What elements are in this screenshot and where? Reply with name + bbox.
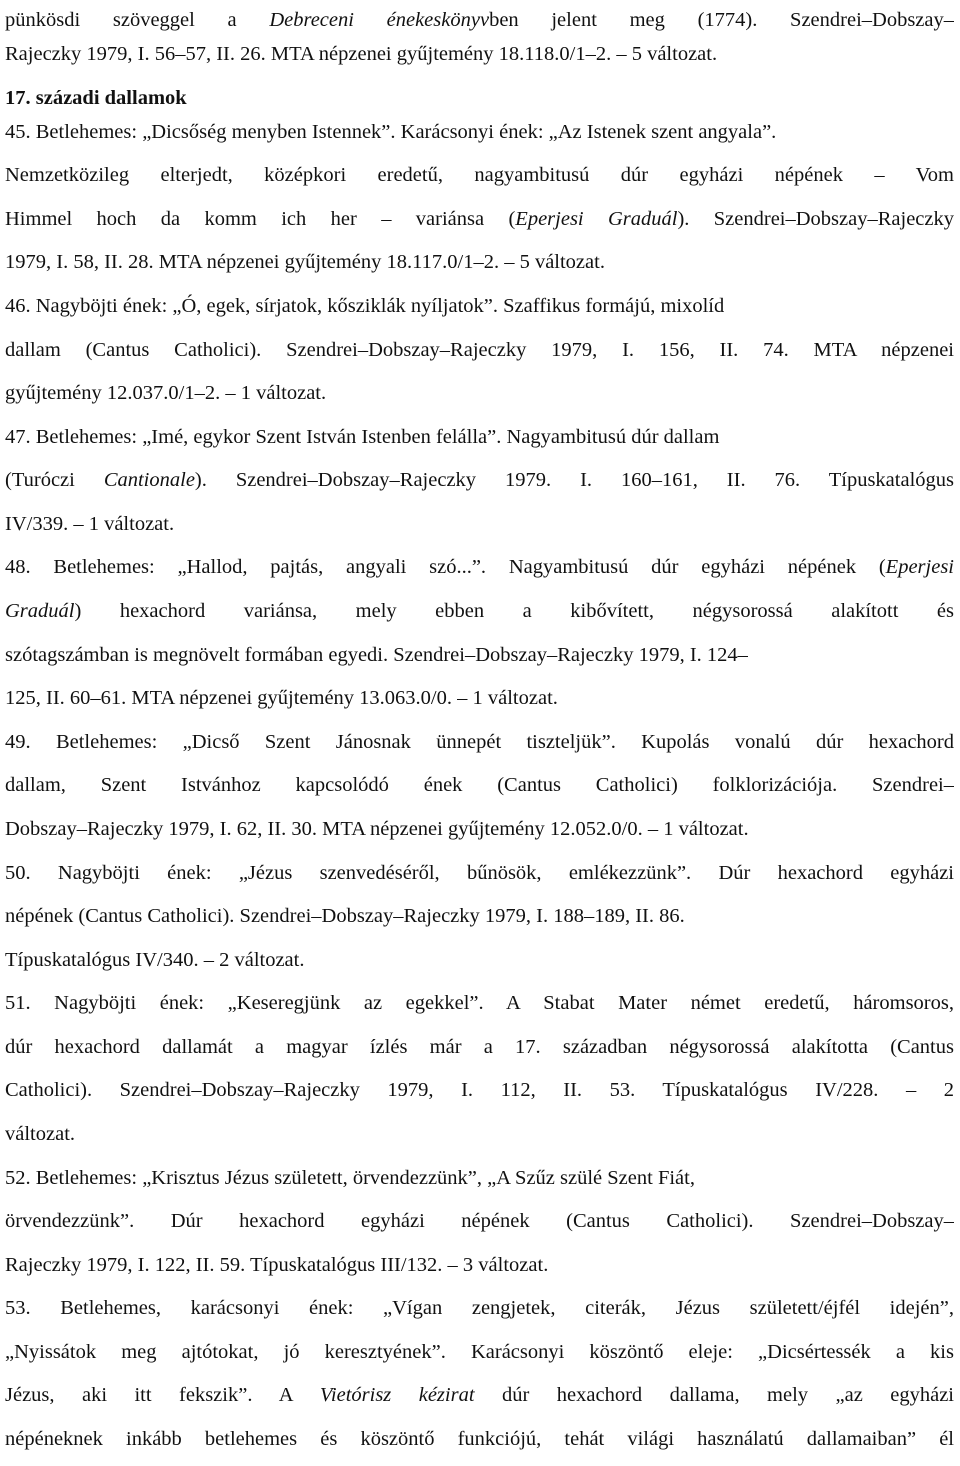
text-segment: 48. Betlehemes: „Hallod, pajtás, angyali szó...”. Nagyambitusú dúr egyházi népének ( xyxy=(5,556,886,578)
italic-segment: Vietórisz kézirat xyxy=(319,1384,475,1406)
text-segment: örvendezzünk”. Dúr hexachord egyházi népének (Cantus Catholici). Szendrei–Dobszay– xyxy=(5,1210,954,1232)
text-line xyxy=(5,904,954,928)
text-segment: 47. Betlehemes: „Imé, egykor Szent István Istenben felálla”. Nagyambitusú dúr dallam xyxy=(5,426,720,448)
text-line xyxy=(5,250,954,274)
text-segment: Nemzetközileg elterjedt, középkori eredetű, nagyambitusú dúr egyházi népének – Vom xyxy=(5,164,954,186)
italic-segment: Debreceni énekeskönyv xyxy=(269,9,490,31)
text-segment: ben jelent meg (1774). Szendrei–Dobszay– xyxy=(489,9,954,31)
text-segment: 52. Betlehemes: „Krisztus Jézus született, örvendezzünk”, „A Szűz szülé Szent Fiát, xyxy=(5,1167,695,1189)
text-segment: változat. xyxy=(5,1123,76,1145)
text-segment: Típuskatalógus IV/340. – 2 változat. xyxy=(5,949,305,971)
italic-segment: Graduál xyxy=(5,600,75,622)
text-segment: Jézus, aki itt fekszik”. A xyxy=(5,1384,320,1406)
text-line xyxy=(5,338,954,362)
text-segment: dallam, Szent Istvánhoz kapcsolódó ének (Cantus Catholici) folklorizációja. Szendrei– xyxy=(5,774,954,796)
text-segment: Rajeczky 1979, I. 122, II. 59. Típuskatalógus III/132. – 3 változat. xyxy=(5,1254,549,1276)
text-segment: 45. Betlehemes: „Dicsőség menyben Istennek”. Karácsonyi ének: „Az Istenek szent angyala”. xyxy=(5,121,777,143)
text-line xyxy=(5,120,954,144)
text-segment: Rajeczky 1979, I. 56–57, II. 26. MTA népzenei gyűjtemény 18.118.0/1–2. – 5 változat. xyxy=(5,43,718,65)
text-segment: dúr hexachord dallamát a magyar ízlés már a 17. században négysorossá alakította (Cantus xyxy=(5,1036,954,1058)
text-segment: Dobszay–Rajeczky 1979, I. 62, II. 30. MTA népzenei gyűjtemény 12.052.0/0. – 1 változat. xyxy=(5,818,749,840)
text-line xyxy=(5,1166,954,1190)
text-line xyxy=(5,817,954,841)
text-segment: 51. Nagyböjti ének: „Keseregjünk az egekkel”. A Stabat Mater német eredetű, háromsoros, xyxy=(5,992,954,1014)
text-segment: Himmel hoch da komm ich her – variánsa ( xyxy=(5,208,516,230)
text-line xyxy=(5,686,954,710)
text-line xyxy=(5,1035,954,1059)
text-segment: 125, II. 60–61. MTA népzenei gyűjtemény 13.063.0/0. – 1 változat. xyxy=(5,687,558,709)
text-line xyxy=(5,555,954,579)
text-segment: ). Szendrei–Dobszay–Rajeczky 1979. I. 160–161, II. 76. Típuskatalógus xyxy=(194,469,954,491)
text-line xyxy=(5,1209,954,1233)
text-line xyxy=(5,1383,954,1407)
text-segment: 46. Nagyböjti ének: „Ó, egek, sírjatok, kősziklák nyíljatok”. Szaffikus formájú, mixolíd xyxy=(5,295,725,317)
text-segment: IV/339. – 1 változat. xyxy=(5,513,175,535)
text-segment: ) hexachord variánsa, mely ebben a kibővített, négysorossá alakított és xyxy=(74,600,954,622)
text-segment: 53. Betlehemes, karácsonyi ének: „Vígan zengjetek, citerák, Jézus született/éjfél idején”, xyxy=(5,1297,954,1319)
text-segment: „Nyissátok meg ajtótokat, jó keresztyének”. Karácsonyi köszöntő eleje: „Dicsértessék a kis xyxy=(5,1341,954,1363)
text-line xyxy=(5,1296,954,1320)
text-line xyxy=(5,42,954,66)
text-line xyxy=(5,163,954,187)
text-line xyxy=(5,1078,954,1102)
italic-segment: Eperjesi Graduál xyxy=(515,208,678,230)
text-line xyxy=(5,1427,954,1451)
text-line xyxy=(5,730,954,754)
text-line xyxy=(5,8,954,32)
text-segment: 49. Betlehemes: „Dicső Szent Jánosnak ünnepét tiszteljük”. Kupolás vonalú dúr hexachord xyxy=(5,731,954,753)
text-segment: Catholici). Szendrei–Dobszay–Rajeczky 1979, I. 112, II. 53. Típuskatalógus IV/228. – 2 xyxy=(5,1079,954,1101)
text-segment: népének (Cantus Catholici). Szendrei–Dobszay–Rajeczky 1979, I. 188–189, II. 86. xyxy=(5,905,685,927)
text-line xyxy=(5,468,954,492)
text-line xyxy=(5,381,954,405)
text-segment: pünkösdi szöveggel a xyxy=(5,9,270,31)
text-line xyxy=(5,425,954,449)
text-segment: (Turóczi xyxy=(5,469,104,491)
text-segment: gyűjtemény 12.037.0/1–2. – 1 változat. xyxy=(5,382,327,404)
text-line xyxy=(5,512,954,536)
text-segment: dallam (Cantus Catholici). Szendrei–Dobszay–Rajeczky 1979, I. 156, II. 74. MTA népzenei xyxy=(5,339,954,361)
text-line xyxy=(5,294,954,318)
italic-segment: Eperjesi xyxy=(885,556,954,578)
bold-segment: 17. századi dallamok xyxy=(5,87,187,109)
text-line xyxy=(5,861,954,885)
text-line xyxy=(5,948,954,972)
text-line xyxy=(5,1253,954,1277)
italic-segment: Cantionale xyxy=(103,469,195,491)
text-line xyxy=(5,991,954,1015)
text-line xyxy=(5,1340,954,1364)
text-line xyxy=(5,599,954,623)
text-segment: ). Szendrei–Dobszay–Rajeczky xyxy=(677,208,954,230)
text-line xyxy=(5,1122,954,1146)
text-segment: szótagszámban is megnövelt formában egyedi. Szendrei–Dobszay–Rajeczky 1979, I. 124– xyxy=(5,644,748,666)
text-segment: 50. Nagyböjti ének: „Jézus szenvedéséről, bűnösök, emlékezzünk”. Dúr hexachord egyházi xyxy=(5,862,954,884)
text-line xyxy=(5,86,954,110)
text-line xyxy=(5,773,954,797)
text-segment: dúr hexachord dallama, mely „az egyházi xyxy=(474,1384,954,1406)
text-line xyxy=(5,207,954,231)
text-segment: 1979, I. 58, II. 28. MTA népzenei gyűjtemény 18.117.0/1–2. – 5 változat. xyxy=(5,251,605,273)
text-line xyxy=(5,643,954,667)
text-segment: népéneknek inkább betlehemes és köszöntő funkciójú, tehát világi használatú dallamaiban” él xyxy=(5,1428,954,1450)
